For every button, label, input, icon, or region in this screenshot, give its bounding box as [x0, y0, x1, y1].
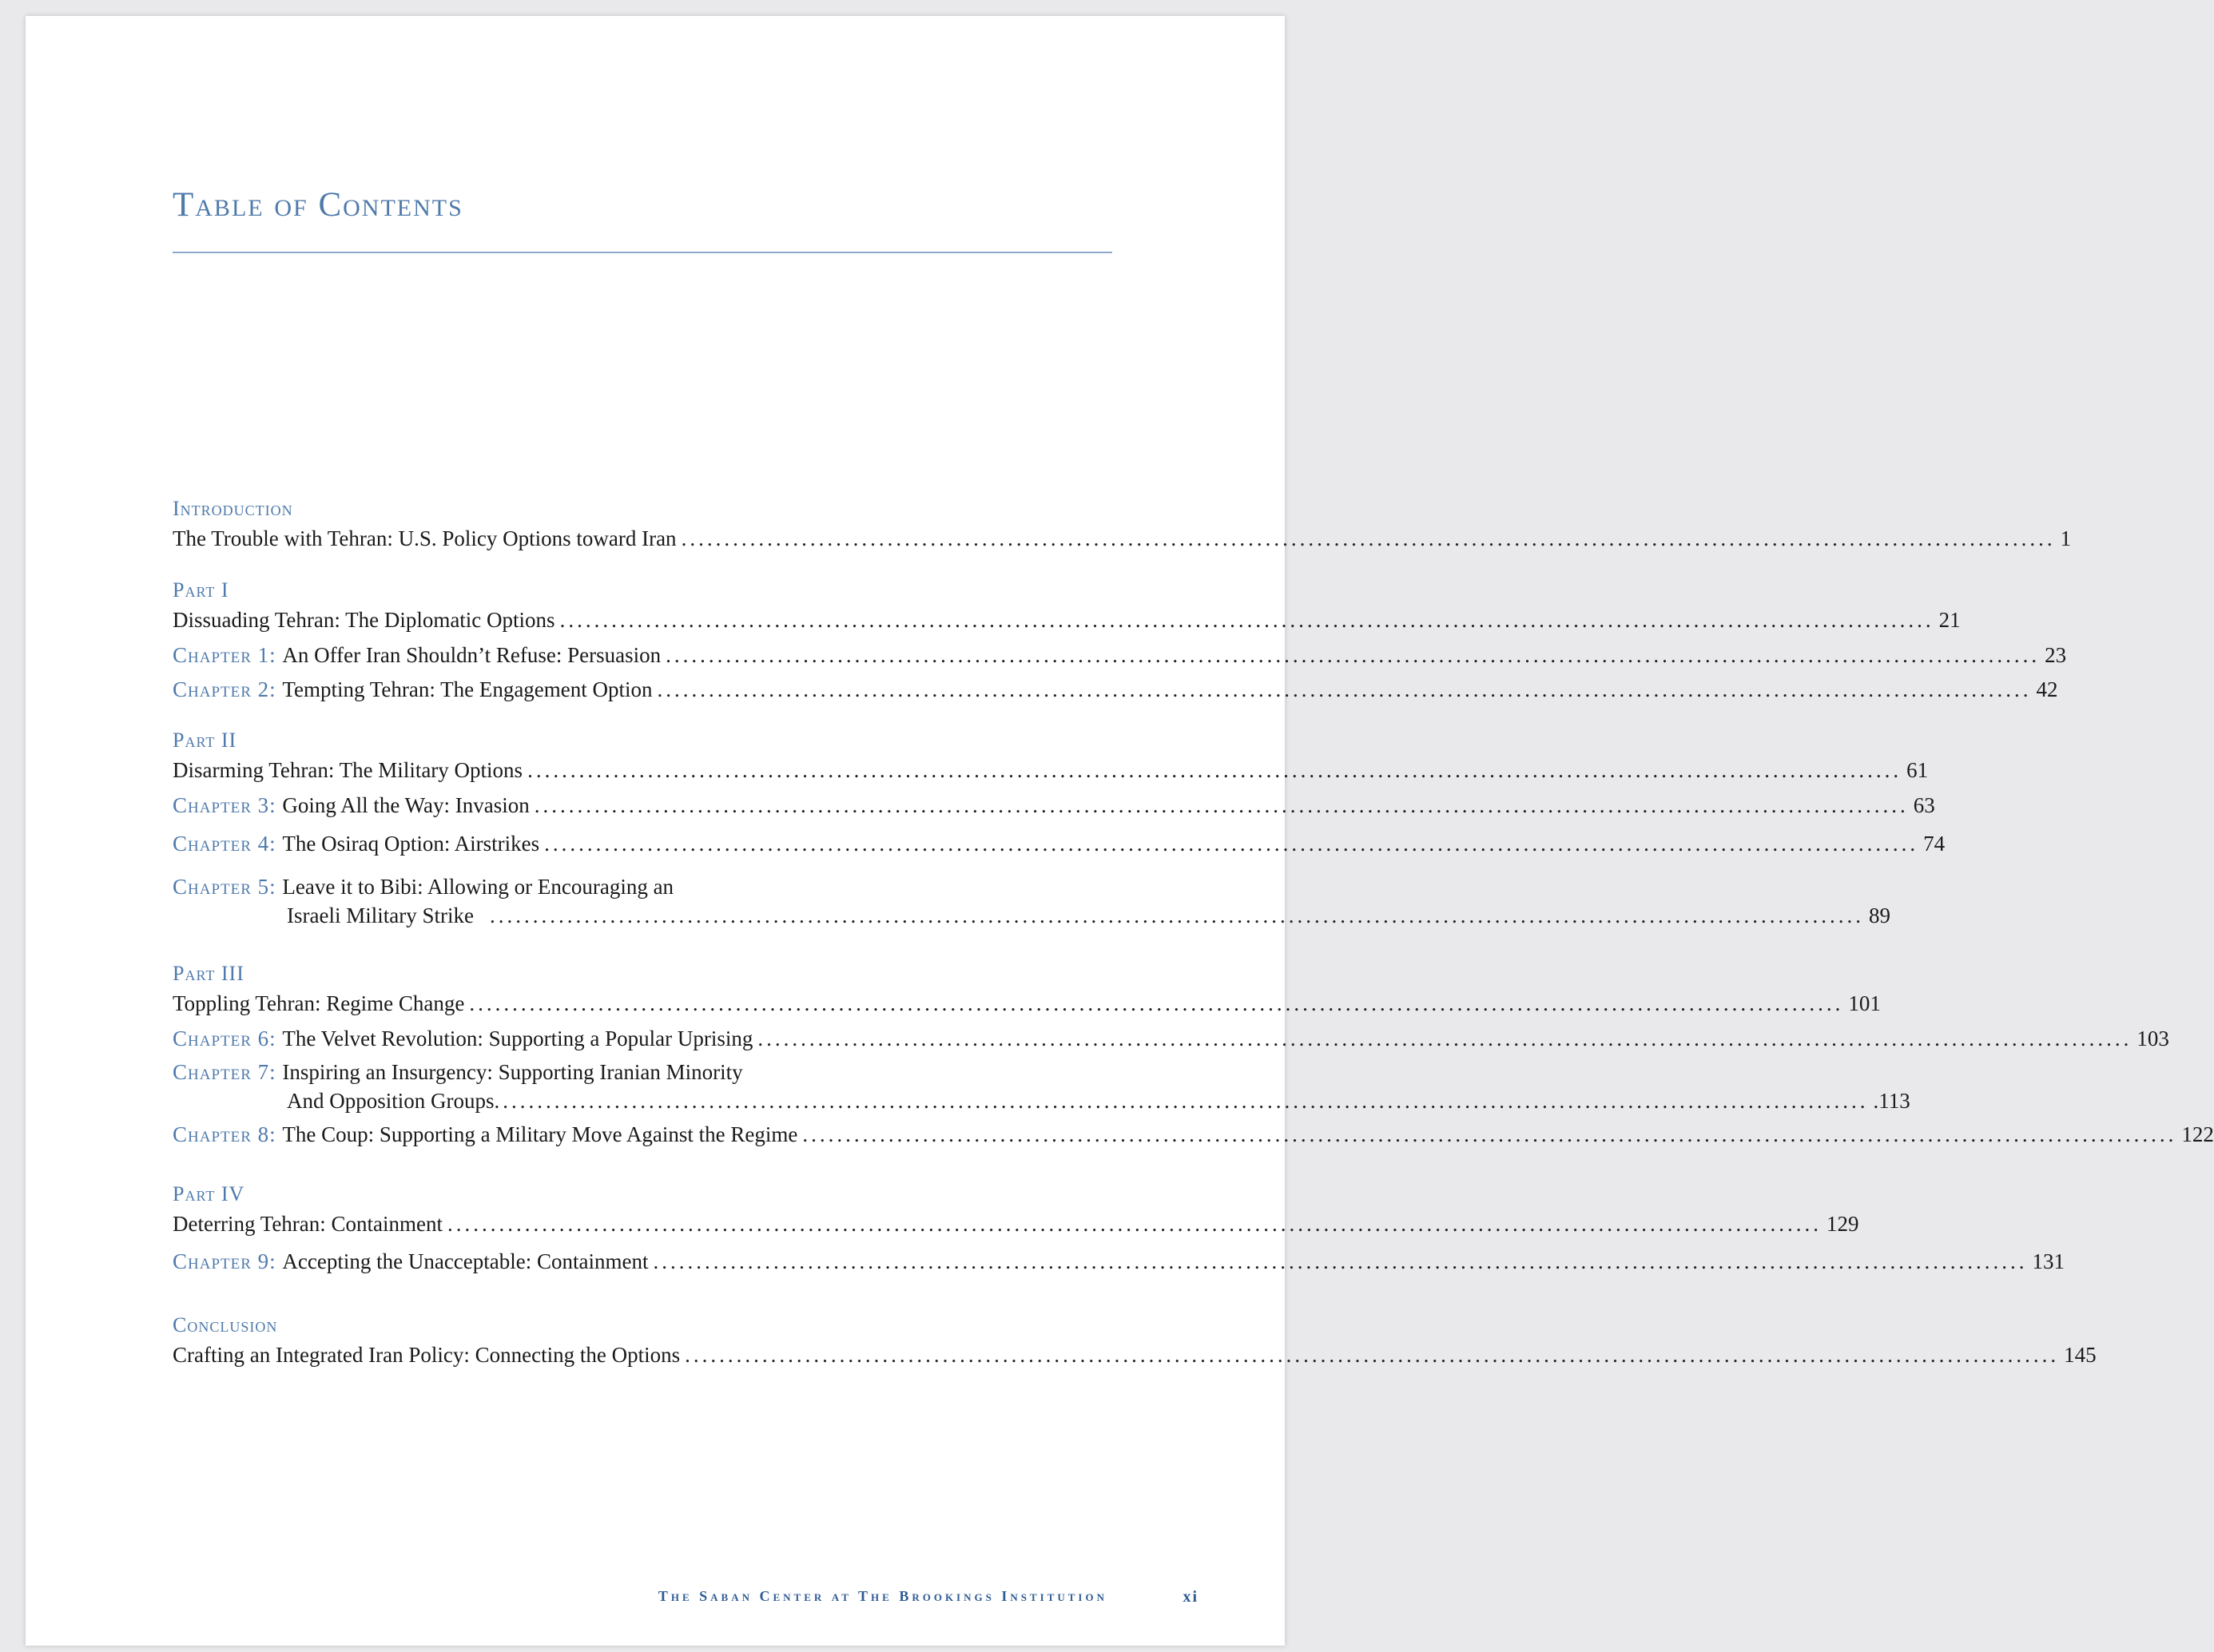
toc-entry[interactable] [173, 987, 1881, 1019]
section-conclusion [173, 1312, 2097, 1371]
chapter-entry-7[interactable] [173, 1058, 1910, 1115]
chapter-title-line-2 [173, 901, 1890, 930]
section-heading: Part I [173, 578, 229, 602]
chapter-title: An Offer Iran Shouldn’t Refuse: Persuasion [282, 643, 662, 667]
toc-entry[interactable] [173, 754, 1929, 786]
dot-leader: ................................................................................................................................................................ [469, 991, 1844, 1015]
chapter-title: Tempting Tehran: The Engagement Option [282, 677, 653, 701]
chapter-label: Chapter 2: [173, 677, 283, 701]
dot-leader: ................................................................................................................................................................ [527, 758, 1902, 782]
chapter-label: Chapter 9: [173, 1249, 283, 1273]
dot-leader: ................................................................................................................................................................ [681, 526, 2056, 550]
page-folio: xi [1183, 1588, 1198, 1606]
page-number: 63 [1913, 793, 1935, 817]
page-number: 61 [1906, 758, 1929, 782]
chapter-label: Chapter 5: [173, 875, 283, 899]
entry-title: Dissuading Tehran: The Diplomatic Options [173, 608, 555, 632]
section-part-2 [173, 727, 1946, 930]
dot-leader: ................................................................................................................................................................ [653, 1249, 2028, 1273]
chapter-entry-4[interactable] [173, 824, 1946, 863]
chapter-title: The Osiraq Option: Airstrikes [282, 832, 540, 856]
chapter-entry-6[interactable] [173, 1019, 2169, 1058]
chapter-title: Going All the Way: Invasion [282, 793, 530, 817]
section-part-4 [173, 1181, 2065, 1283]
section-heading: Introduction [173, 497, 293, 520]
title-rule [173, 252, 1112, 253]
chapter-entry-3[interactable] [173, 786, 1935, 824]
chapter-label: Chapter 8: [173, 1122, 283, 1146]
section-heading: Part IV [173, 1182, 245, 1205]
chapter-title-continued: And Opposition Groups [287, 1089, 495, 1113]
toc-entry[interactable] [173, 604, 1961, 636]
chapter-label: Chapter 4: [173, 832, 283, 856]
dot-leader: ................................................................................................................................................................ [685, 1343, 2060, 1367]
page-number: 23 [2045, 643, 2067, 667]
page-number: 129 [1826, 1212, 1859, 1236]
chapter-title-line-1 [173, 1058, 1109, 1086]
chapter-title-continued: Israeli Military Strike [287, 903, 474, 927]
section-part-1 [173, 577, 2067, 705]
dot-leader: ................................................................................................................................................................ [757, 1027, 2133, 1050]
chapter-label: Chapter 7: [173, 1060, 283, 1084]
dot-leader: ................................................................................................................................................................ [657, 677, 2032, 701]
chapter-entry-9[interactable] [173, 1240, 2065, 1283]
publisher-line: The Saban Center at The Brookings Institution [658, 1588, 1107, 1604]
page-number: 131 [2032, 1249, 2065, 1273]
section-heading: Conclusion [173, 1313, 278, 1336]
document-page [26, 16, 2214, 1646]
section-heading: Part II [173, 729, 237, 752]
page-footer [26, 1588, 1285, 1612]
dot-leader: ................................................................................................................................................................ [666, 643, 2041, 667]
dot-leader: ................................................................................................................................................................ [494, 1089, 1869, 1113]
page-number: 21 [1938, 608, 1961, 632]
chapter-title-line-1 [173, 872, 1109, 901]
page-number: 89 [1868, 903, 1890, 927]
toc-entry[interactable] [173, 522, 2072, 554]
page-number: 122 [2181, 1122, 2214, 1146]
chapter-entry-8[interactable] [173, 1115, 2214, 1154]
page-number: 103 [2136, 1027, 2169, 1050]
chapter-title: The Velvet Revolution: Supporting a Popular Uprising [282, 1027, 753, 1050]
page-number: 101 [1848, 991, 1881, 1015]
entry-title: Crafting an Integrated Iran Policy: Connecting the Options [173, 1343, 681, 1367]
page-number: 42 [2036, 677, 2058, 701]
chapter-title: The Coup: Supporting a Military Move Against the Regime [282, 1122, 798, 1146]
chapter-label: Chapter 6: [173, 1027, 283, 1050]
chapter-title: Accepting the Unacceptable: Containment [282, 1249, 649, 1273]
chapter-title: Inspiring an Insurgency: Supporting Iranian Minority [282, 1060, 743, 1084]
dot-leader: ................................................................................................................................................................ [534, 793, 1909, 817]
section-part-3 [173, 960, 2214, 1154]
chapter-label: Chapter 1: [173, 643, 283, 667]
chapter-entry-1[interactable] [173, 636, 2067, 674]
chapter-title: Leave it to Bibi: Allowing or Encouraging an [282, 875, 674, 899]
page-number: 74 [1923, 832, 1946, 856]
dot-leader: ................................................................................................................................................................ [559, 608, 1934, 632]
chapter-entry-5[interactable] [173, 872, 1890, 930]
section-introduction [173, 495, 2072, 554]
toc-entry[interactable] [173, 1208, 1859, 1240]
entry-title: The Trouble with Tehran: U.S. Policy Options toward Iran [173, 526, 677, 550]
page-number: 145 [2064, 1343, 2097, 1367]
chapter-entry-2[interactable] [173, 674, 2058, 705]
chapter-title-line-2 [173, 1086, 1910, 1115]
entry-title: Toppling Tehran: Regime Change [173, 991, 465, 1015]
dot-leader: ................................................................................................................................................................ [447, 1212, 1822, 1236]
page-number: 1 [2060, 526, 2072, 550]
toc-entry[interactable] [173, 1339, 2097, 1371]
dot-leader: ................................................................................................................................................................ [489, 903, 1864, 927]
entry-title: Disarming Tehran: The Military Options [173, 758, 523, 782]
page-number: .113 [1873, 1089, 1910, 1113]
dot-leader: ................................................................................................................................................................ [802, 1122, 2177, 1146]
dot-leader: ................................................................................................................................................................ [544, 832, 1919, 856]
section-heading: Part III [173, 962, 244, 985]
entry-title: Deterring Tehran: Containment [173, 1212, 443, 1236]
table-of-contents [173, 495, 2214, 1393]
chapter-label: Chapter 3: [173, 793, 283, 817]
page-title: Table of Contents [173, 186, 463, 224]
